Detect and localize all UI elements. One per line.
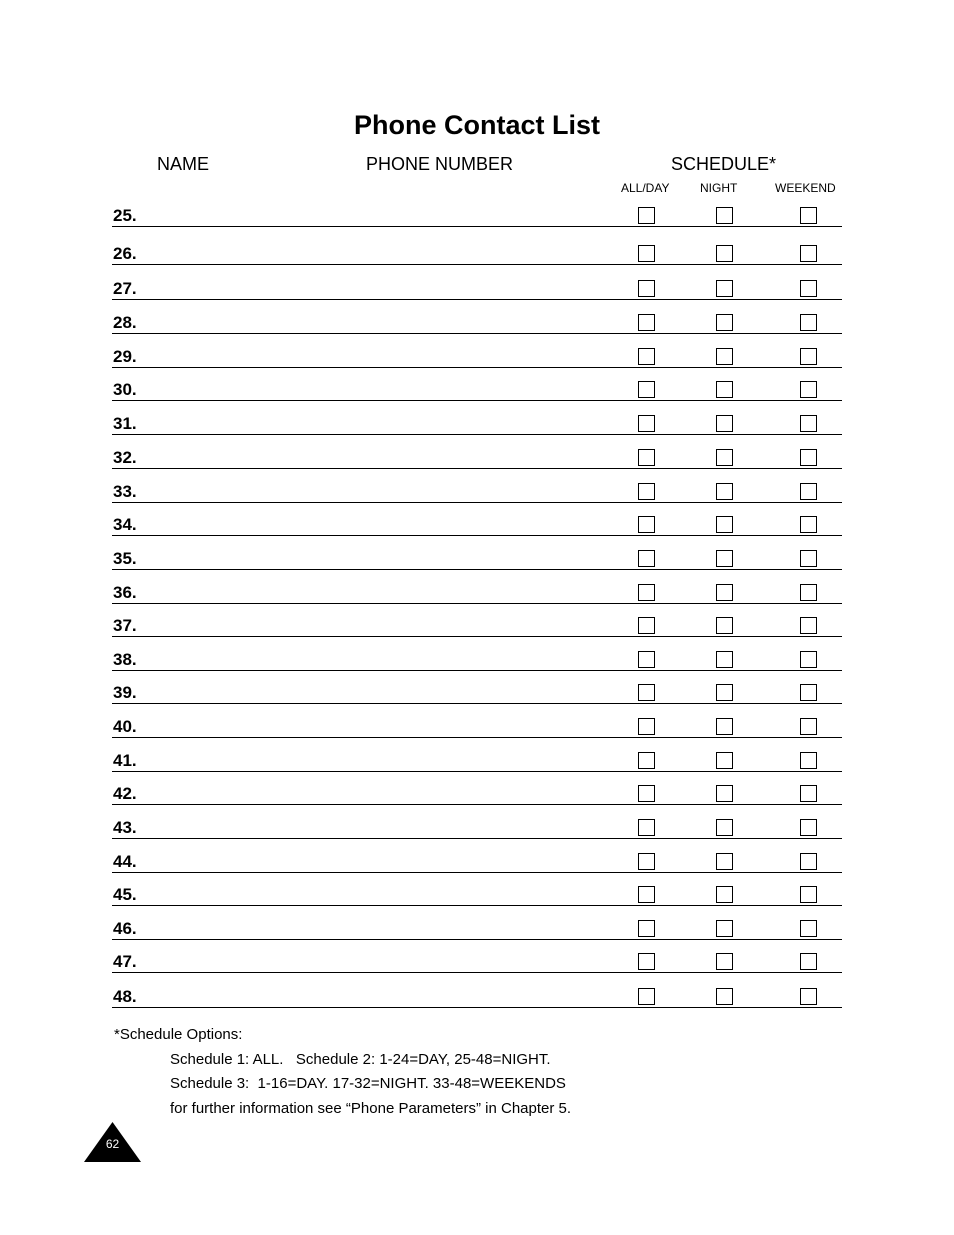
schedule-notes xyxy=(114,1023,571,1121)
weekend-checkbox[interactable] xyxy=(800,651,817,668)
weekend-checkbox[interactable] xyxy=(800,953,817,970)
allday-checkbox[interactable] xyxy=(638,617,655,634)
allday-checkbox[interactable] xyxy=(638,314,655,331)
allday-checkbox[interactable] xyxy=(638,819,655,836)
row-number: 26. xyxy=(113,244,137,263)
allday-checkbox[interactable] xyxy=(638,718,655,735)
allday-checkbox[interactable] xyxy=(638,988,655,1005)
allday-checkbox[interactable] xyxy=(638,381,655,398)
allday-checkbox[interactable] xyxy=(638,245,655,262)
entry-line[interactable] xyxy=(112,972,842,973)
page-title: Phone Contact List xyxy=(353,110,600,140)
night-checkbox[interactable] xyxy=(716,752,733,769)
row-number: 42. xyxy=(113,784,137,803)
notes-line: for further information see “Phone Parameters” in Chapter 5. xyxy=(170,1099,572,1117)
contact-row xyxy=(112,641,842,671)
entry-line[interactable] xyxy=(112,737,842,738)
night-checkbox[interactable] xyxy=(716,280,733,297)
night-checkbox[interactable] xyxy=(716,449,733,466)
contact-row xyxy=(112,742,842,772)
weekend-checkbox[interactable] xyxy=(800,483,817,500)
entry-line[interactable] xyxy=(112,636,842,637)
row-number: 46. xyxy=(113,919,137,938)
row-number: 47. xyxy=(113,952,137,971)
weekend-checkbox[interactable] xyxy=(800,886,817,903)
allday-checkbox[interactable] xyxy=(638,516,655,533)
row-number: 33. xyxy=(113,482,137,501)
notes-line: Schedule 1: ALL. Schedule 2: 1-24=DAY, 25-48=NIGHT. xyxy=(170,1050,551,1068)
contact-row xyxy=(112,843,842,873)
night-checkbox[interactable] xyxy=(716,853,733,870)
night-checkbox[interactable] xyxy=(716,550,733,567)
night-checkbox[interactable] xyxy=(716,785,733,802)
allday-checkbox[interactable] xyxy=(638,785,655,802)
night-checkbox[interactable] xyxy=(716,651,733,668)
row-number: 25. xyxy=(113,206,137,225)
allday-checkbox[interactable] xyxy=(638,207,655,224)
night-checkbox[interactable] xyxy=(716,483,733,500)
contact-row xyxy=(112,540,842,570)
weekend-checkbox[interactable] xyxy=(800,207,817,224)
allday-checkbox[interactable] xyxy=(638,584,655,601)
allday-checkbox[interactable] xyxy=(638,953,655,970)
entry-line[interactable] xyxy=(112,535,842,536)
entry-line[interactable] xyxy=(112,434,842,435)
row-number: 44. xyxy=(113,852,137,871)
allday-checkbox[interactable] xyxy=(638,853,655,870)
entry-line[interactable] xyxy=(112,299,842,300)
contact-row xyxy=(112,304,842,334)
entry-line[interactable] xyxy=(112,703,842,704)
contact-row xyxy=(112,338,842,368)
allday-checkbox[interactable] xyxy=(638,449,655,466)
contact-row xyxy=(112,439,842,469)
name-column-header: NAME xyxy=(157,154,210,174)
page-number: 62 xyxy=(105,1137,120,1151)
contact-row xyxy=(112,674,842,704)
row-number: 45. xyxy=(113,885,137,904)
entry-line[interactable] xyxy=(112,838,842,839)
row-number: 39. xyxy=(113,683,137,702)
allday-checkbox[interactable] xyxy=(638,280,655,297)
entry-line[interactable] xyxy=(112,468,842,469)
row-number: 35. xyxy=(113,549,137,568)
night-checkbox[interactable] xyxy=(716,718,733,735)
weekend-checkbox[interactable] xyxy=(800,348,817,365)
entry-line[interactable] xyxy=(112,400,842,401)
night-checkbox[interactable] xyxy=(716,920,733,937)
night-subheader: NIGHT xyxy=(700,181,738,195)
contact-row xyxy=(112,708,842,738)
night-checkbox[interactable] xyxy=(716,684,733,701)
contact-row xyxy=(112,371,842,401)
night-checkbox[interactable] xyxy=(716,348,733,365)
allday-checkbox[interactable] xyxy=(638,752,655,769)
contact-row xyxy=(112,574,842,604)
row-number: 31. xyxy=(113,414,137,433)
phone-column-header: PHONE NUMBER xyxy=(366,154,514,174)
weekend-checkbox[interactable] xyxy=(800,853,817,870)
entry-line[interactable] xyxy=(112,771,842,772)
contact-row xyxy=(112,270,842,300)
weekend-checkbox[interactable] xyxy=(800,785,817,802)
contact-row xyxy=(112,943,842,973)
contact-row xyxy=(112,978,842,1008)
weekend-checkbox[interactable] xyxy=(800,245,817,262)
contact-row xyxy=(112,405,842,435)
contact-row xyxy=(112,876,842,906)
page-number-badge xyxy=(84,1122,141,1162)
night-checkbox[interactable] xyxy=(716,207,733,224)
night-checkbox[interactable] xyxy=(716,819,733,836)
row-number: 28. xyxy=(113,313,137,332)
entry-line[interactable] xyxy=(112,569,842,570)
schedule-column-header: SCHEDULE* xyxy=(671,154,777,174)
night-checkbox[interactable] xyxy=(716,886,733,903)
contact-row xyxy=(112,473,842,503)
allday-checkbox[interactable] xyxy=(638,920,655,937)
night-checkbox[interactable] xyxy=(716,617,733,634)
allday-checkbox[interactable] xyxy=(638,550,655,567)
weekend-checkbox[interactable] xyxy=(800,516,817,533)
row-number: 32. xyxy=(113,448,137,467)
night-checkbox[interactable] xyxy=(716,415,733,432)
allday-checkbox[interactable] xyxy=(638,348,655,365)
weekend-checkbox[interactable] xyxy=(800,314,817,331)
night-checkbox[interactable] xyxy=(716,516,733,533)
allday-checkbox[interactable] xyxy=(638,415,655,432)
entry-line[interactable] xyxy=(112,264,842,265)
entry-line[interactable] xyxy=(112,502,842,503)
entry-line[interactable] xyxy=(112,603,842,604)
night-checkbox[interactable] xyxy=(716,988,733,1005)
row-number: 41. xyxy=(113,751,137,770)
row-number: 48. xyxy=(113,987,137,1006)
night-checkbox[interactable] xyxy=(716,245,733,262)
entry-line[interactable] xyxy=(112,367,842,368)
allday-checkbox[interactable] xyxy=(638,684,655,701)
allday-checkbox[interactable] xyxy=(638,483,655,500)
night-checkbox[interactable] xyxy=(716,314,733,331)
weekend-checkbox[interactable] xyxy=(800,415,817,432)
night-checkbox[interactable] xyxy=(716,381,733,398)
weekend-checkbox[interactable] xyxy=(800,988,817,1005)
entry-line[interactable] xyxy=(112,804,842,805)
row-number: 36. xyxy=(113,583,137,602)
row-number: 37. xyxy=(113,616,137,635)
weekend-checkbox[interactable] xyxy=(800,280,817,297)
weekend-checkbox[interactable] xyxy=(800,449,817,466)
night-checkbox[interactable] xyxy=(716,584,733,601)
entry-line[interactable] xyxy=(112,1007,842,1008)
weekend-checkbox[interactable] xyxy=(800,752,817,769)
weekend-subheader: WEEKEND xyxy=(775,181,836,195)
contact-row xyxy=(112,235,842,265)
entry-line[interactable] xyxy=(112,670,842,671)
entry-line[interactable] xyxy=(112,905,842,906)
weekend-checkbox[interactable] xyxy=(800,584,817,601)
night-checkbox[interactable] xyxy=(716,953,733,970)
weekend-checkbox[interactable] xyxy=(800,819,817,836)
entry-line[interactable] xyxy=(112,872,842,873)
row-number: 40. xyxy=(113,717,137,736)
contact-row xyxy=(112,809,842,839)
notes-heading: *Schedule Options: xyxy=(114,1026,243,1043)
entry-line[interactable] xyxy=(112,226,842,227)
entry-line[interactable] xyxy=(112,333,842,334)
weekend-checkbox[interactable] xyxy=(800,718,817,735)
row-number: 38. xyxy=(113,650,137,669)
contact-row xyxy=(112,607,842,637)
notes-line: Schedule 3: 1-16=DAY. 17-32=NIGHT. 33-48=WEEKENDS xyxy=(170,1075,566,1092)
allday-subheader: ALL/DAY xyxy=(621,181,670,195)
weekend-checkbox[interactable] xyxy=(800,920,817,937)
row-number: 27. xyxy=(113,279,137,298)
allday-checkbox[interactable] xyxy=(638,886,655,903)
row-number: 29. xyxy=(113,347,137,366)
contact-row xyxy=(112,197,842,227)
allday-checkbox[interactable] xyxy=(638,651,655,668)
contact-row xyxy=(112,506,842,536)
weekend-checkbox[interactable] xyxy=(800,381,817,398)
weekend-checkbox[interactable] xyxy=(800,550,817,567)
row-number: 34. xyxy=(113,515,137,534)
row-number: 43. xyxy=(113,818,137,837)
entry-line[interactable] xyxy=(112,939,842,940)
row-number: 30. xyxy=(113,380,137,399)
weekend-checkbox[interactable] xyxy=(800,617,817,634)
weekend-checkbox[interactable] xyxy=(800,684,817,701)
contact-row xyxy=(112,775,842,805)
contact-row xyxy=(112,910,842,940)
